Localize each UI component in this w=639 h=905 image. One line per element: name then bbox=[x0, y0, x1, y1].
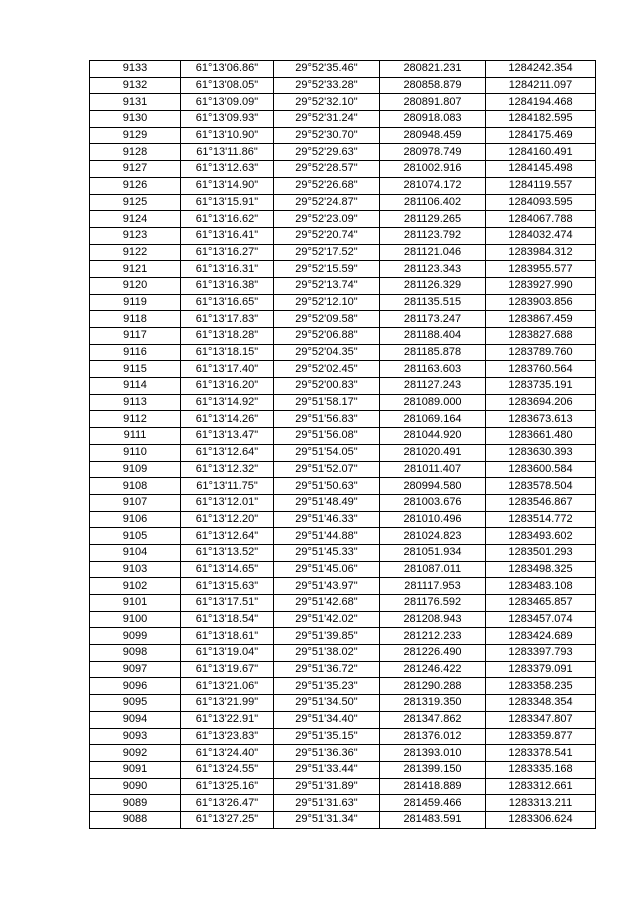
longitude-cell: 29°52'12.10" bbox=[274, 294, 380, 311]
longitude-cell: 29°51'34.40" bbox=[274, 711, 380, 728]
point-number-cell: 9089 bbox=[90, 795, 181, 812]
table-row bbox=[90, 444, 596, 461]
northing-cell: 1284175.469 bbox=[486, 127, 596, 144]
point-number-cell: 9127 bbox=[90, 161, 181, 178]
latitude-cell: 61°13'21.06" bbox=[181, 678, 274, 695]
latitude-cell: 61°13'16.62" bbox=[181, 211, 274, 228]
northing-cell: 1284194.468 bbox=[486, 94, 596, 111]
latitude-cell: 61°13'18.61" bbox=[181, 628, 274, 645]
easting-cell: 281087.011 bbox=[380, 561, 486, 578]
easting-cell: 281123.792 bbox=[380, 227, 486, 244]
northing-cell: 1283483.108 bbox=[486, 578, 596, 595]
latitude-cell: 61°13'16.27" bbox=[181, 244, 274, 261]
northing-cell: 1283955.577 bbox=[486, 261, 596, 278]
latitude-cell: 61°13'14.92" bbox=[181, 394, 274, 411]
northing-cell: 1283789.760 bbox=[486, 344, 596, 361]
latitude-cell: 61°13'23.83" bbox=[181, 728, 274, 745]
point-number-cell: 9093 bbox=[90, 728, 181, 745]
point-number-cell: 9110 bbox=[90, 444, 181, 461]
northing-cell: 1284182.595 bbox=[486, 111, 596, 128]
easting-cell: 281173.247 bbox=[380, 311, 486, 328]
northing-cell: 1283578.504 bbox=[486, 478, 596, 495]
table-row bbox=[90, 394, 596, 411]
easting-cell: 281089.000 bbox=[380, 394, 486, 411]
latitude-cell: 61°13'06.86" bbox=[181, 61, 274, 78]
table-row bbox=[90, 328, 596, 345]
easting-cell: 280978.749 bbox=[380, 144, 486, 161]
latitude-cell: 61°13'16.20" bbox=[181, 378, 274, 395]
longitude-cell: 29°51'50.63" bbox=[274, 478, 380, 495]
easting-cell: 281188.404 bbox=[380, 328, 486, 345]
longitude-cell: 29°52'29.63" bbox=[274, 144, 380, 161]
point-number-cell: 9130 bbox=[90, 111, 181, 128]
point-number-cell: 9123 bbox=[90, 227, 181, 244]
coordinates-table bbox=[89, 60, 596, 829]
longitude-cell: 29°51'46.33" bbox=[274, 511, 380, 528]
longitude-cell: 29°52'24.87" bbox=[274, 194, 380, 211]
table-row bbox=[90, 411, 596, 428]
easting-cell: 280948.459 bbox=[380, 127, 486, 144]
longitude-cell: 29°51'34.50" bbox=[274, 695, 380, 712]
latitude-cell: 61°13'16.31" bbox=[181, 261, 274, 278]
table-row bbox=[90, 94, 596, 111]
point-number-cell: 9103 bbox=[90, 561, 181, 578]
point-number-cell: 9092 bbox=[90, 745, 181, 762]
table-row bbox=[90, 61, 596, 78]
point-number-cell: 9125 bbox=[90, 194, 181, 211]
longitude-cell: 29°51'45.06" bbox=[274, 561, 380, 578]
table-row bbox=[90, 561, 596, 578]
easting-cell: 281135.515 bbox=[380, 294, 486, 311]
easting-cell: 281011.407 bbox=[380, 461, 486, 478]
table-row bbox=[90, 294, 596, 311]
latitude-cell: 61°13'17.40" bbox=[181, 361, 274, 378]
point-number-cell: 9114 bbox=[90, 378, 181, 395]
northing-cell: 1283673.613 bbox=[486, 411, 596, 428]
table-row bbox=[90, 695, 596, 712]
table-row bbox=[90, 194, 596, 211]
table-row bbox=[90, 728, 596, 745]
point-number-cell: 9111 bbox=[90, 428, 181, 445]
point-number-cell: 9091 bbox=[90, 761, 181, 778]
latitude-cell: 61°13'12.01" bbox=[181, 494, 274, 511]
table-row bbox=[90, 544, 596, 561]
longitude-cell: 29°51'33.44" bbox=[274, 761, 380, 778]
table-row bbox=[90, 111, 596, 128]
latitude-cell: 61°13'14.65" bbox=[181, 561, 274, 578]
point-number-cell: 9117 bbox=[90, 328, 181, 345]
table-row bbox=[90, 244, 596, 261]
table-row bbox=[90, 378, 596, 395]
northing-cell: 1284211.097 bbox=[486, 77, 596, 94]
latitude-cell: 61°13'24.40" bbox=[181, 745, 274, 762]
point-number-cell: 9106 bbox=[90, 511, 181, 528]
point-number-cell: 9094 bbox=[90, 711, 181, 728]
easting-cell: 281020.491 bbox=[380, 444, 486, 461]
table-row bbox=[90, 227, 596, 244]
easting-cell: 281418.889 bbox=[380, 778, 486, 795]
northing-cell: 1283397.793 bbox=[486, 645, 596, 662]
latitude-cell: 61°13'11.86" bbox=[181, 144, 274, 161]
table-row bbox=[90, 211, 596, 228]
latitude-cell: 61°13'13.47" bbox=[181, 428, 274, 445]
easting-cell: 281106.402 bbox=[380, 194, 486, 211]
northing-cell: 1283313.211 bbox=[486, 795, 596, 812]
table-row bbox=[90, 177, 596, 194]
latitude-cell: 61°13'18.28" bbox=[181, 328, 274, 345]
point-number-cell: 9100 bbox=[90, 611, 181, 628]
coordinates-table-body bbox=[90, 61, 596, 829]
northing-cell: 1283867.459 bbox=[486, 311, 596, 328]
latitude-cell: 61°13'12.20" bbox=[181, 511, 274, 528]
point-number-cell: 9118 bbox=[90, 311, 181, 328]
point-number-cell: 9124 bbox=[90, 211, 181, 228]
longitude-cell: 29°51'31.34" bbox=[274, 811, 380, 828]
latitude-cell: 61°13'15.63" bbox=[181, 578, 274, 595]
table-row bbox=[90, 144, 596, 161]
point-number-cell: 9098 bbox=[90, 645, 181, 662]
easting-cell: 281226.490 bbox=[380, 645, 486, 662]
easting-cell: 281185.878 bbox=[380, 344, 486, 361]
longitude-cell: 29°51'54.05" bbox=[274, 444, 380, 461]
easting-cell: 281399.150 bbox=[380, 761, 486, 778]
latitude-cell: 61°13'26.47" bbox=[181, 795, 274, 812]
northing-cell: 1283546.867 bbox=[486, 494, 596, 511]
easting-cell: 281212.233 bbox=[380, 628, 486, 645]
longitude-cell: 29°52'23.09" bbox=[274, 211, 380, 228]
northing-cell: 1283694.206 bbox=[486, 394, 596, 411]
point-number-cell: 9126 bbox=[90, 177, 181, 194]
latitude-cell: 61°13'09.09" bbox=[181, 94, 274, 111]
latitude-cell: 61°13'08.05" bbox=[181, 77, 274, 94]
longitude-cell: 29°52'13.74" bbox=[274, 277, 380, 294]
point-number-cell: 9115 bbox=[90, 361, 181, 378]
easting-cell: 281208.943 bbox=[380, 611, 486, 628]
latitude-cell: 61°13'16.65" bbox=[181, 294, 274, 311]
table-row bbox=[90, 778, 596, 795]
longitude-cell: 29°52'15.59" bbox=[274, 261, 380, 278]
easting-cell: 280918.083 bbox=[380, 111, 486, 128]
easting-cell: 281002.916 bbox=[380, 161, 486, 178]
latitude-cell: 61°13'16.38" bbox=[181, 277, 274, 294]
longitude-cell: 29°51'38.02" bbox=[274, 645, 380, 662]
table-row bbox=[90, 611, 596, 628]
latitude-cell: 61°13'11.75" bbox=[181, 478, 274, 495]
northing-cell: 1283903.856 bbox=[486, 294, 596, 311]
table-row bbox=[90, 661, 596, 678]
northing-cell: 1283661.480 bbox=[486, 428, 596, 445]
latitude-cell: 61°13'12.63" bbox=[181, 161, 274, 178]
longitude-cell: 29°51'36.36" bbox=[274, 745, 380, 762]
table-row bbox=[90, 478, 596, 495]
easting-cell: 281069.164 bbox=[380, 411, 486, 428]
easting-cell: 281290.288 bbox=[380, 678, 486, 695]
longitude-cell: 29°51'31.89" bbox=[274, 778, 380, 795]
northing-cell: 1284032.474 bbox=[486, 227, 596, 244]
easting-cell: 281126.329 bbox=[380, 277, 486, 294]
easting-cell: 281393.010 bbox=[380, 745, 486, 762]
latitude-cell: 61°13'09.93" bbox=[181, 111, 274, 128]
table-row bbox=[90, 595, 596, 612]
table-row bbox=[90, 511, 596, 528]
easting-cell: 281051.934 bbox=[380, 544, 486, 561]
longitude-cell: 29°51'42.68" bbox=[274, 595, 380, 612]
table-row bbox=[90, 745, 596, 762]
table-row bbox=[90, 344, 596, 361]
northing-cell: 1284145.498 bbox=[486, 161, 596, 178]
table-row bbox=[90, 311, 596, 328]
longitude-cell: 29°51'39.85" bbox=[274, 628, 380, 645]
northing-cell: 1283493.602 bbox=[486, 528, 596, 545]
table-row bbox=[90, 628, 596, 645]
easting-cell: 281117.953 bbox=[380, 578, 486, 595]
northing-cell: 1283312.661 bbox=[486, 778, 596, 795]
northing-cell: 1284242.354 bbox=[486, 61, 596, 78]
longitude-cell: 29°52'28.57" bbox=[274, 161, 380, 178]
point-number-cell: 9099 bbox=[90, 628, 181, 645]
longitude-cell: 29°51'58.17" bbox=[274, 394, 380, 411]
easting-cell: 281176.592 bbox=[380, 595, 486, 612]
point-number-cell: 9122 bbox=[90, 244, 181, 261]
latitude-cell: 61°13'13.52" bbox=[181, 544, 274, 561]
longitude-cell: 29°51'35.23" bbox=[274, 678, 380, 695]
easting-cell: 281319.350 bbox=[380, 695, 486, 712]
easting-cell: 281459.466 bbox=[380, 795, 486, 812]
longitude-cell: 29°51'48.49" bbox=[274, 494, 380, 511]
table-row bbox=[90, 494, 596, 511]
latitude-cell: 61°13'15.91" bbox=[181, 194, 274, 211]
easting-cell: 281123.343 bbox=[380, 261, 486, 278]
table-row bbox=[90, 795, 596, 812]
point-number-cell: 9104 bbox=[90, 544, 181, 561]
northing-cell: 1283335.168 bbox=[486, 761, 596, 778]
table-row bbox=[90, 528, 596, 545]
northing-cell: 1283347.807 bbox=[486, 711, 596, 728]
table-row bbox=[90, 811, 596, 828]
point-number-cell: 9090 bbox=[90, 778, 181, 795]
latitude-cell: 61°13'18.54" bbox=[181, 611, 274, 628]
point-number-cell: 9119 bbox=[90, 294, 181, 311]
longitude-cell: 29°51'56.83" bbox=[274, 411, 380, 428]
table-row bbox=[90, 261, 596, 278]
longitude-cell: 29°51'42.02" bbox=[274, 611, 380, 628]
easting-cell: 281024.823 bbox=[380, 528, 486, 545]
longitude-cell: 29°51'43.97" bbox=[274, 578, 380, 595]
longitude-cell: 29°52'30.70" bbox=[274, 127, 380, 144]
northing-cell: 1283630.393 bbox=[486, 444, 596, 461]
northing-cell: 1283498.325 bbox=[486, 561, 596, 578]
northing-cell: 1284067.788 bbox=[486, 211, 596, 228]
northing-cell: 1283827.688 bbox=[486, 328, 596, 345]
northing-cell: 1284093.595 bbox=[486, 194, 596, 211]
table-row bbox=[90, 161, 596, 178]
table-row bbox=[90, 645, 596, 662]
longitude-cell: 29°52'33.28" bbox=[274, 77, 380, 94]
longitude-cell: 29°51'35.15" bbox=[274, 728, 380, 745]
point-number-cell: 9112 bbox=[90, 411, 181, 428]
northing-cell: 1284119.557 bbox=[486, 177, 596, 194]
easting-cell: 281163.603 bbox=[380, 361, 486, 378]
point-number-cell: 9101 bbox=[90, 595, 181, 612]
latitude-cell: 61°13'17.51" bbox=[181, 595, 274, 612]
latitude-cell: 61°13'24.55" bbox=[181, 761, 274, 778]
latitude-cell: 61°13'17.83" bbox=[181, 311, 274, 328]
latitude-cell: 61°13'19.67" bbox=[181, 661, 274, 678]
easting-cell: 281127.243 bbox=[380, 378, 486, 395]
longitude-cell: 29°52'02.45" bbox=[274, 361, 380, 378]
northing-cell: 1283348.354 bbox=[486, 695, 596, 712]
latitude-cell: 61°13'18.15" bbox=[181, 344, 274, 361]
northing-cell: 1283457.074 bbox=[486, 611, 596, 628]
point-number-cell: 9120 bbox=[90, 277, 181, 294]
longitude-cell: 29°52'04.35" bbox=[274, 344, 380, 361]
longitude-cell: 29°52'20.74" bbox=[274, 227, 380, 244]
northing-cell: 1283359.877 bbox=[486, 728, 596, 745]
longitude-cell: 29°52'06.88" bbox=[274, 328, 380, 345]
point-number-cell: 9132 bbox=[90, 77, 181, 94]
northing-cell: 1283424.689 bbox=[486, 628, 596, 645]
latitude-cell: 61°13'12.64" bbox=[181, 444, 274, 461]
easting-cell: 281003.676 bbox=[380, 494, 486, 511]
northing-cell: 1284160.491 bbox=[486, 144, 596, 161]
latitude-cell: 61°13'14.26" bbox=[181, 411, 274, 428]
northing-cell: 1283501.293 bbox=[486, 544, 596, 561]
table-row bbox=[90, 761, 596, 778]
northing-cell: 1283514.772 bbox=[486, 511, 596, 528]
longitude-cell: 29°52'17.52" bbox=[274, 244, 380, 261]
point-number-cell: 9102 bbox=[90, 578, 181, 595]
latitude-cell: 61°13'21.99" bbox=[181, 695, 274, 712]
easting-cell: 281483.591 bbox=[380, 811, 486, 828]
table-row bbox=[90, 578, 596, 595]
point-number-cell: 9131 bbox=[90, 94, 181, 111]
longitude-cell: 29°52'26.68" bbox=[274, 177, 380, 194]
point-number-cell: 9121 bbox=[90, 261, 181, 278]
point-number-cell: 9088 bbox=[90, 811, 181, 828]
point-number-cell: 9096 bbox=[90, 678, 181, 695]
longitude-cell: 29°51'31.63" bbox=[274, 795, 380, 812]
easting-cell: 281044.920 bbox=[380, 428, 486, 445]
longitude-cell: 29°51'52.07" bbox=[274, 461, 380, 478]
latitude-cell: 61°13'19.04" bbox=[181, 645, 274, 662]
longitude-cell: 29°52'00.83" bbox=[274, 378, 380, 395]
table-row bbox=[90, 428, 596, 445]
easting-cell: 280994.580 bbox=[380, 478, 486, 495]
easting-cell: 281347.862 bbox=[380, 711, 486, 728]
easting-cell: 280821.231 bbox=[380, 61, 486, 78]
table-row bbox=[90, 361, 596, 378]
longitude-cell: 29°52'31.24" bbox=[274, 111, 380, 128]
northing-cell: 1283984.312 bbox=[486, 244, 596, 261]
northing-cell: 1283465.857 bbox=[486, 595, 596, 612]
northing-cell: 1283378.541 bbox=[486, 745, 596, 762]
table-row bbox=[90, 77, 596, 94]
northing-cell: 1283600.584 bbox=[486, 461, 596, 478]
longitude-cell: 29°51'45.33" bbox=[274, 544, 380, 561]
easting-cell: 280891.807 bbox=[380, 94, 486, 111]
latitude-cell: 61°13'25.16" bbox=[181, 778, 274, 795]
point-number-cell: 9105 bbox=[90, 528, 181, 545]
latitude-cell: 61°13'22.91" bbox=[181, 711, 274, 728]
easting-cell: 280858.879 bbox=[380, 77, 486, 94]
latitude-cell: 61°13'27.25" bbox=[181, 811, 274, 828]
longitude-cell: 29°52'32.10" bbox=[274, 94, 380, 111]
easting-cell: 281246.422 bbox=[380, 661, 486, 678]
northing-cell: 1283927.990 bbox=[486, 277, 596, 294]
longitude-cell: 29°52'09.58" bbox=[274, 311, 380, 328]
point-number-cell: 9097 bbox=[90, 661, 181, 678]
easting-cell: 281074.172 bbox=[380, 177, 486, 194]
point-number-cell: 9128 bbox=[90, 144, 181, 161]
latitude-cell: 61°13'12.64" bbox=[181, 528, 274, 545]
point-number-cell: 9107 bbox=[90, 494, 181, 511]
longitude-cell: 29°51'56.08" bbox=[274, 428, 380, 445]
longitude-cell: 29°51'44.88" bbox=[274, 528, 380, 545]
table-row bbox=[90, 678, 596, 695]
northing-cell: 1283358.235 bbox=[486, 678, 596, 695]
latitude-cell: 61°13'14.90" bbox=[181, 177, 274, 194]
northing-cell: 1283760.564 bbox=[486, 361, 596, 378]
easting-cell: 281129.265 bbox=[380, 211, 486, 228]
longitude-cell: 29°52'35.46" bbox=[274, 61, 380, 78]
easting-cell: 281121.046 bbox=[380, 244, 486, 261]
easting-cell: 281010.496 bbox=[380, 511, 486, 528]
point-number-cell: 9109 bbox=[90, 461, 181, 478]
table-row bbox=[90, 711, 596, 728]
point-number-cell: 9113 bbox=[90, 394, 181, 411]
easting-cell: 281376.012 bbox=[380, 728, 486, 745]
point-number-cell: 9095 bbox=[90, 695, 181, 712]
northing-cell: 1283379.091 bbox=[486, 661, 596, 678]
longitude-cell: 29°51'36.72" bbox=[274, 661, 380, 678]
table-row bbox=[90, 461, 596, 478]
point-number-cell: 9129 bbox=[90, 127, 181, 144]
latitude-cell: 61°13'16.41" bbox=[181, 227, 274, 244]
table-row bbox=[90, 277, 596, 294]
latitude-cell: 61°13'12.32" bbox=[181, 461, 274, 478]
northing-cell: 1283306.624 bbox=[486, 811, 596, 828]
latitude-cell: 61°13'10.90" bbox=[181, 127, 274, 144]
point-number-cell: 9133 bbox=[90, 61, 181, 78]
northing-cell: 1283735.191 bbox=[486, 378, 596, 395]
point-number-cell: 9116 bbox=[90, 344, 181, 361]
table-row bbox=[90, 127, 596, 144]
point-number-cell: 9108 bbox=[90, 478, 181, 495]
